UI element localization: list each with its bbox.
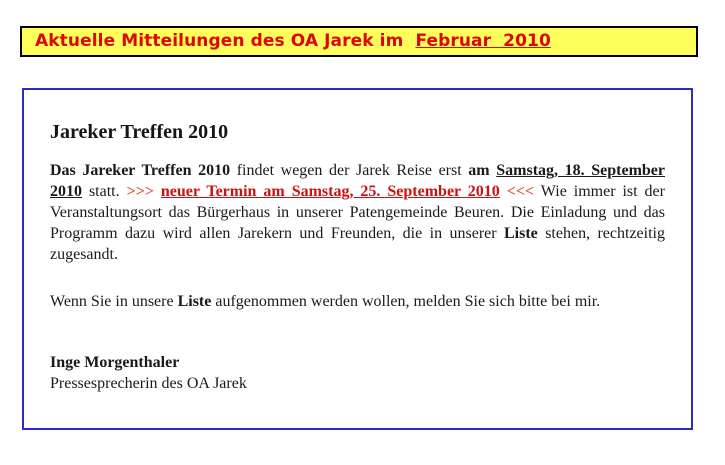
content-box [22,88,693,430]
text-segment: Wie immer ist der Veranstaltungsort das Bürgerhaus in unserer Patengemeinde Beuren. Die Einladung und das Programm dazu wird allen Jarekern und Freunden, die in unserer [50,183,665,242]
text-segment: >>> [126,183,161,200]
page-title: Jareker Treffen 2010 [50,121,229,143]
paragraph-meeting-announcement [50,160,665,265]
text-segment: <<< [499,183,535,200]
paragraph-list-invitation [50,291,665,312]
text-segment: neuer Termin am Samstag, 25. September 2010 [160,183,500,200]
text-segment: Liste [177,293,212,310]
text-segment: stehen, rechtzeitig zugesandt. [50,225,665,263]
text-segment: statt. [82,183,127,200]
text-segment: findet wegen der Jarek Reise erst [230,162,469,179]
text-segment: Aktuelle Mitteilungen des OA Jarek im [35,31,416,51]
signature-block [50,352,665,394]
signature-name: Inge Morgenthaler [50,354,180,371]
text-segment: am [468,162,497,179]
signature-role: Pressesprecherin des OA Jarek [50,375,247,392]
text-segment: Das Jareker Treffen 2010 [50,162,231,179]
text-segment: Februar 2010 [415,31,551,51]
text-segment: aufgenommen werden wollen, melden Sie sich bitte bei mir. [211,293,601,310]
text-segment: Liste [504,225,538,242]
text-segment: Samstag, 18. September 2010 [50,162,665,200]
header-banner [20,26,698,57]
text-segment: Wenn Sie in unsere [50,293,178,310]
